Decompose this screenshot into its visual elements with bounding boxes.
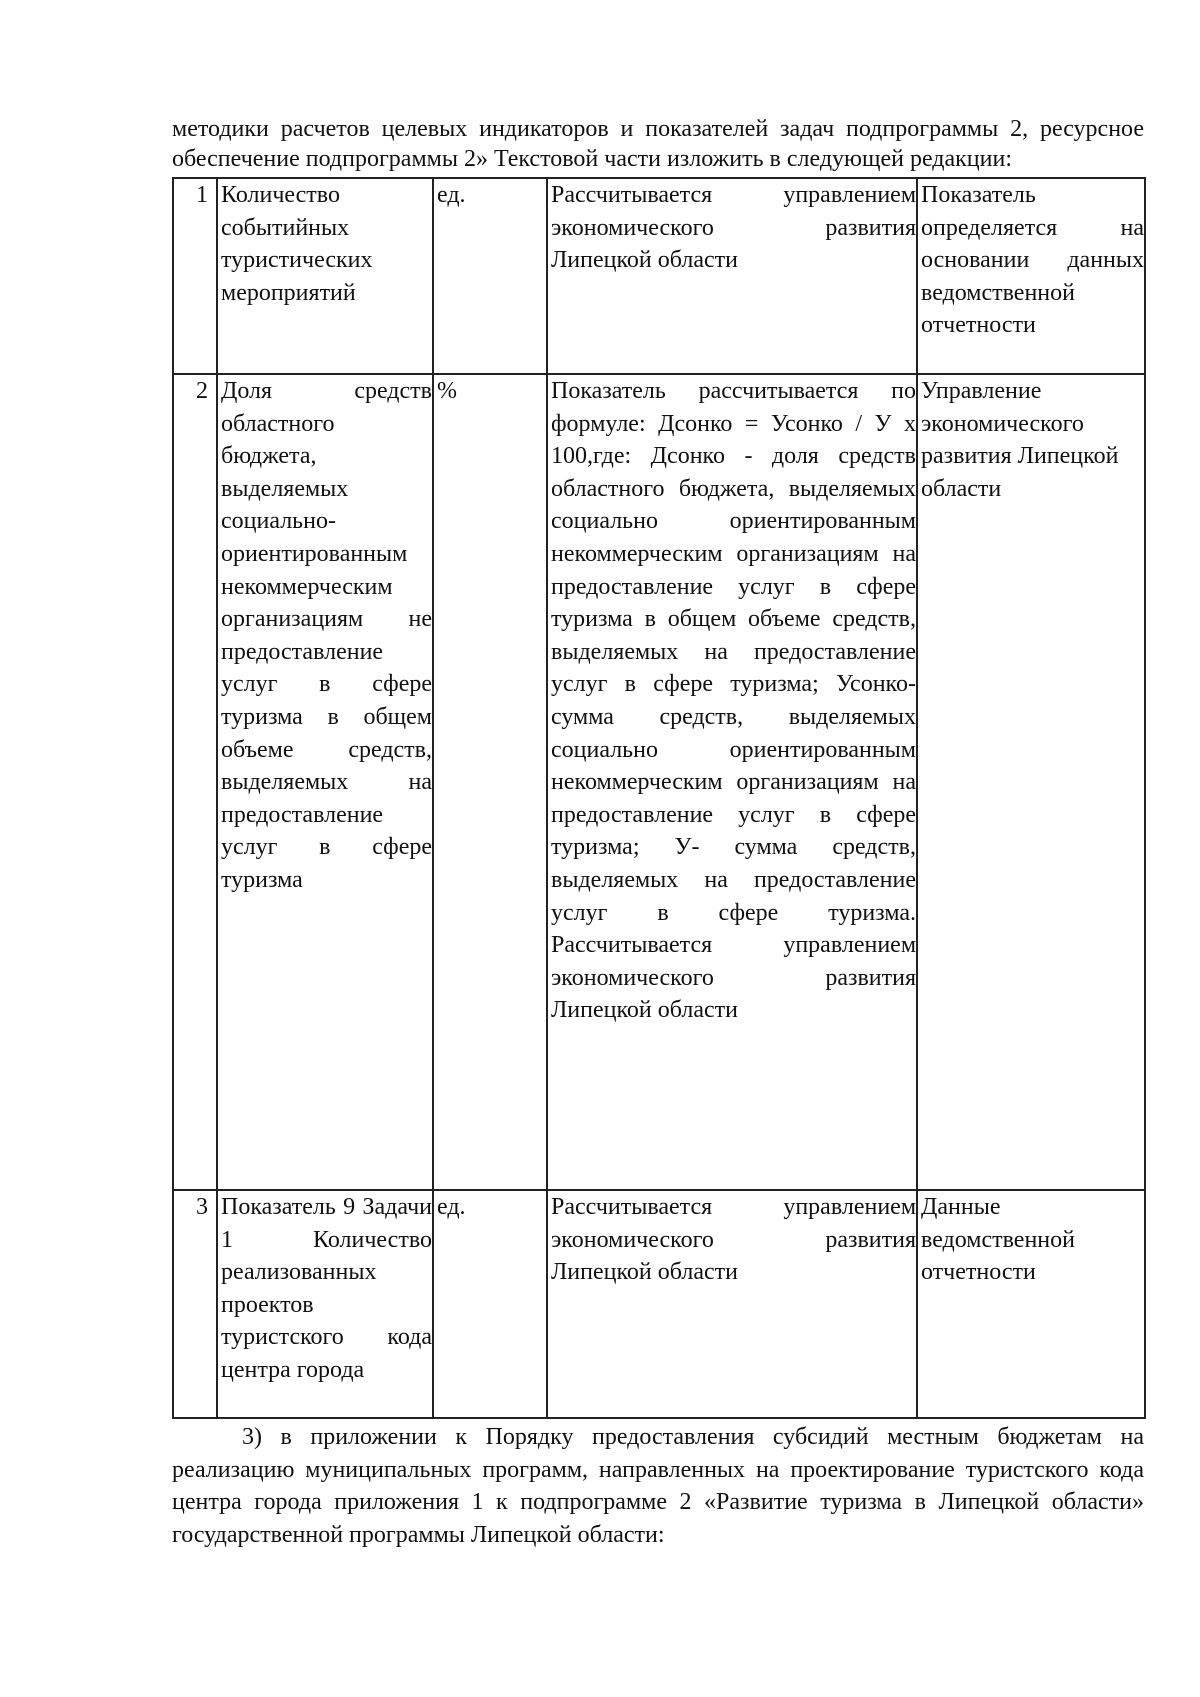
data-source: Данные ведомственной отчетности (917, 1190, 1145, 1418)
unit-of-measure: ед. (433, 178, 547, 374)
calculation-method: Рассчитывается управлением экономического развития Липецкой области (547, 178, 917, 374)
intro-paragraph: методики расчетов целевых индикаторов и показателей задач подпрограммы 2, ресурсное обеспечение подпрограммы 2» Текстовой части изложить в следующей редакции: (172, 116, 1144, 172)
data-source: Показатель определяется на основании данных ведомственной отчетности (917, 178, 1145, 374)
table-row (173, 374, 1145, 1190)
table-row (173, 178, 1145, 374)
row-number: 2 (173, 374, 217, 1190)
indicator-name: Показатель 9 Задачи 1 Количество реализованных проектов туристского кода центра города (217, 1190, 433, 1418)
table-row (173, 1190, 1145, 1418)
data-source: Управление экономического развития Липецкой области (917, 374, 1145, 1190)
indicator-name: Количество событийных туристических мероприятий (217, 178, 433, 374)
indicators-table (172, 177, 1146, 1419)
indicator-name: Доля средств областного бюджета, выделяемых социально-ориентированным некоммерческим организациям не предоставление услуг в сфере туризма в общем объеме средств, выделяемых на предоставление услуг в сфере туризма (217, 374, 433, 1190)
row-number: 1 (173, 178, 217, 374)
unit-of-measure: ед. (433, 1190, 547, 1418)
closing-paragraph: 3) в приложении к Порядку предоставления субсидий местным бюджетам на реализацию муниципальных программ, направленных на проектирование туристского кода центра города приложения 1 к подпрограмме 2 «Развитие туризма в Липецкой области» государственной программы Липецкой области: (172, 1424, 1144, 1548)
document-page (172, 114, 1144, 1551)
unit-of-measure: % (433, 374, 547, 1190)
calculation-method: Показатель рассчитывается по формуле: Дсонко = Усонко / У х 100,где: Дсонко - доля средств областного бюджета, выделяемых социально ориентированным некоммерческим организациям на предоставление услуг в сфере туризма в общем объеме средств, выделяемых на предоставление услуг в сфере туризма; Усонко- сумма средств, выделяемых социально ориентированным некоммерческим организациям на предоставление услуг в сфере туризма; У- сумма средств, выделяемых на предоставление услуг в сфере туризма. Рассчитывается управлением экономического развития Липецкой области (547, 374, 917, 1190)
row-number: 3 (173, 1190, 217, 1418)
calculation-method: Рассчитывается управлением экономического развития Липецкой области (547, 1190, 917, 1418)
